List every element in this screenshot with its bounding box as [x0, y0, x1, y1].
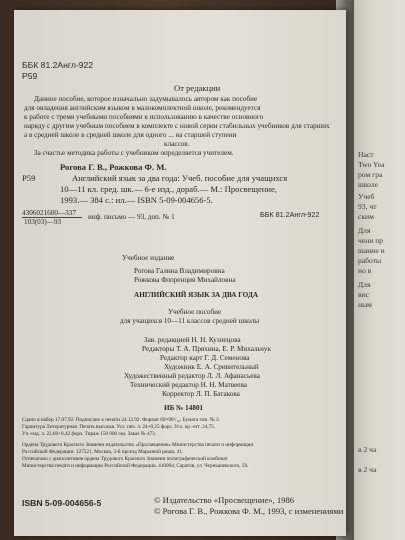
biblio-line: 1993.— 384 с.: ил.— ISBN 5-09-004656-5.	[60, 195, 213, 205]
right-page-line: в 2 ча	[358, 465, 377, 474]
credit-line: Художник Е. А. Сривительный	[164, 363, 259, 371]
editor-line: Данное пособие, которое изначально задумывалось автором как пособие	[34, 95, 258, 103]
right-page-line: ным	[358, 300, 372, 309]
right-page-line: работы	[358, 256, 382, 265]
right-page-line: Для	[358, 226, 371, 235]
right-page	[354, 0, 405, 540]
book-title: АНГЛИЙСКИЙ ЯЗЫК ЗА ДВА ГОДА	[134, 291, 259, 299]
credit-line: Технический редактор Н. Н. Матвеева	[130, 381, 247, 389]
book-type: Учебное пособие	[168, 308, 222, 316]
right-page-line: вис	[358, 290, 370, 299]
right-page-line: но в	[358, 266, 372, 275]
right-page-line: Наст	[358, 150, 374, 159]
credit-line: Корректор Л. П. Батакова	[162, 390, 240, 398]
copyright-1: © Издательство «Просвещение», 1986	[154, 495, 295, 505]
credit-line: Редактор карт Г. Д. Семенова	[160, 354, 250, 362]
biblio-authors: Рогова Г. В., Рожкова Ф. М.	[60, 162, 167, 172]
isbn: ISBN 5-09-004656-5	[22, 498, 102, 508]
credit-line: Художественный редактор Л. Л. Афанасьева	[124, 372, 260, 380]
editor-line: За счастье методика работы с учебником определяется учителем.	[34, 149, 234, 157]
right-page-line: Учеб	[358, 192, 375, 201]
code-top: Р59	[22, 71, 38, 81]
class-code-2: 103(03)—93	[24, 218, 62, 226]
bbk-top: ББК 81.2Англ-922	[22, 60, 94, 70]
right-page-line: Для	[358, 280, 371, 289]
biblio-line: 10—11 кл. сред. шк.— 6-е изд., дораб.— М.: Просвещение,	[60, 184, 277, 194]
editor-line: а в средней школе в средней школе для одного ... на старшей ступени	[24, 131, 237, 139]
editor-line: классов.	[164, 140, 190, 148]
right-page-line: школе	[358, 180, 379, 189]
class-code-info: инф. письмо — 93, доп. № 1	[88, 213, 175, 221]
publisher-info-line: Российской Федерации. 127521, Москва, 3-й проезд Марьиной рощи, 41.	[22, 449, 184, 455]
ib-number: ИБ № 14801	[164, 404, 204, 412]
copyright-2: © Рогова Г. В., Рожкова Ф. М., 1993, с изменениями	[154, 506, 344, 516]
credit-line: Зав. редакцией Н. Н. Кузнецова	[144, 336, 241, 344]
editor-line: наряду с другим учебным пособием в комплекте с новой серии стабильных учебников для старших	[24, 122, 330, 130]
editor-line: к работе с тремя учебными пособиями в использованию в качестве основного	[24, 113, 264, 121]
class-code-1: 4306021600—337	[22, 209, 76, 217]
imprint-page	[14, 10, 346, 536]
right-page-line: чени пр	[358, 236, 384, 245]
right-page-line: шание и	[358, 246, 385, 255]
edition-type: Учебное издание	[122, 254, 175, 262]
credit-line: Редакторы Т. А. Пряхина, Е. Р. Михальчук	[142, 345, 271, 353]
from-editor-heading: От редакции	[174, 83, 221, 93]
publisher-info-line: Министерства печати и информации Российской Федерации. 410004, Саратов, ул. Чернышевского, 59.	[22, 463, 249, 469]
book-audience: для учащихся 10—11 классов средней школы	[120, 317, 260, 325]
right-page-line: ским	[358, 212, 374, 221]
print-info-line: Уч.-изд. л. 22,60+0,42 форз. Тираж 150 000 экз. Заказ № 473.	[22, 431, 157, 437]
editor-line: для овладения английским языком в малокомплектной школе, рекомендуется	[24, 104, 261, 112]
author-2: Рожкова Флоренция Михайловна	[134, 276, 236, 284]
author-1: Рогова Галина Владимировна	[134, 267, 225, 275]
right-page-line: ром гра	[358, 170, 383, 179]
right-page-line: Two Yea	[358, 160, 385, 169]
biblio-line: Английский язык за два года: Учеб. пособие для учащихся	[72, 173, 288, 183]
class-code-bbk: ББК 81.2Англ-922	[260, 210, 320, 219]
right-page-line: в 2 ча	[358, 445, 377, 454]
right-page-line: 93, чт	[358, 202, 377, 211]
biblio-code: Р59	[22, 173, 36, 183]
print-info-line: Сдано в набор 17.07.92. Подписано к печати 24.12.92. Формат 60×90¹/₁₆. Бумага тип. № 2.	[22, 417, 221, 423]
publisher-info-line: Ордена Трудового Красного Знамени издательство «Просвещение» Министерства печати и информации	[22, 442, 254, 448]
print-info-line: Гарнитура Литературная. Печать высокая. Усл. печ. л. 24+0,25 форз. Усл. кр.-отт. 24,75.	[22, 424, 216, 430]
publisher-info-line: Отпечатано с диапозитивов ордена Трудового Красного Знамени полиграфический комбинат	[22, 456, 228, 462]
